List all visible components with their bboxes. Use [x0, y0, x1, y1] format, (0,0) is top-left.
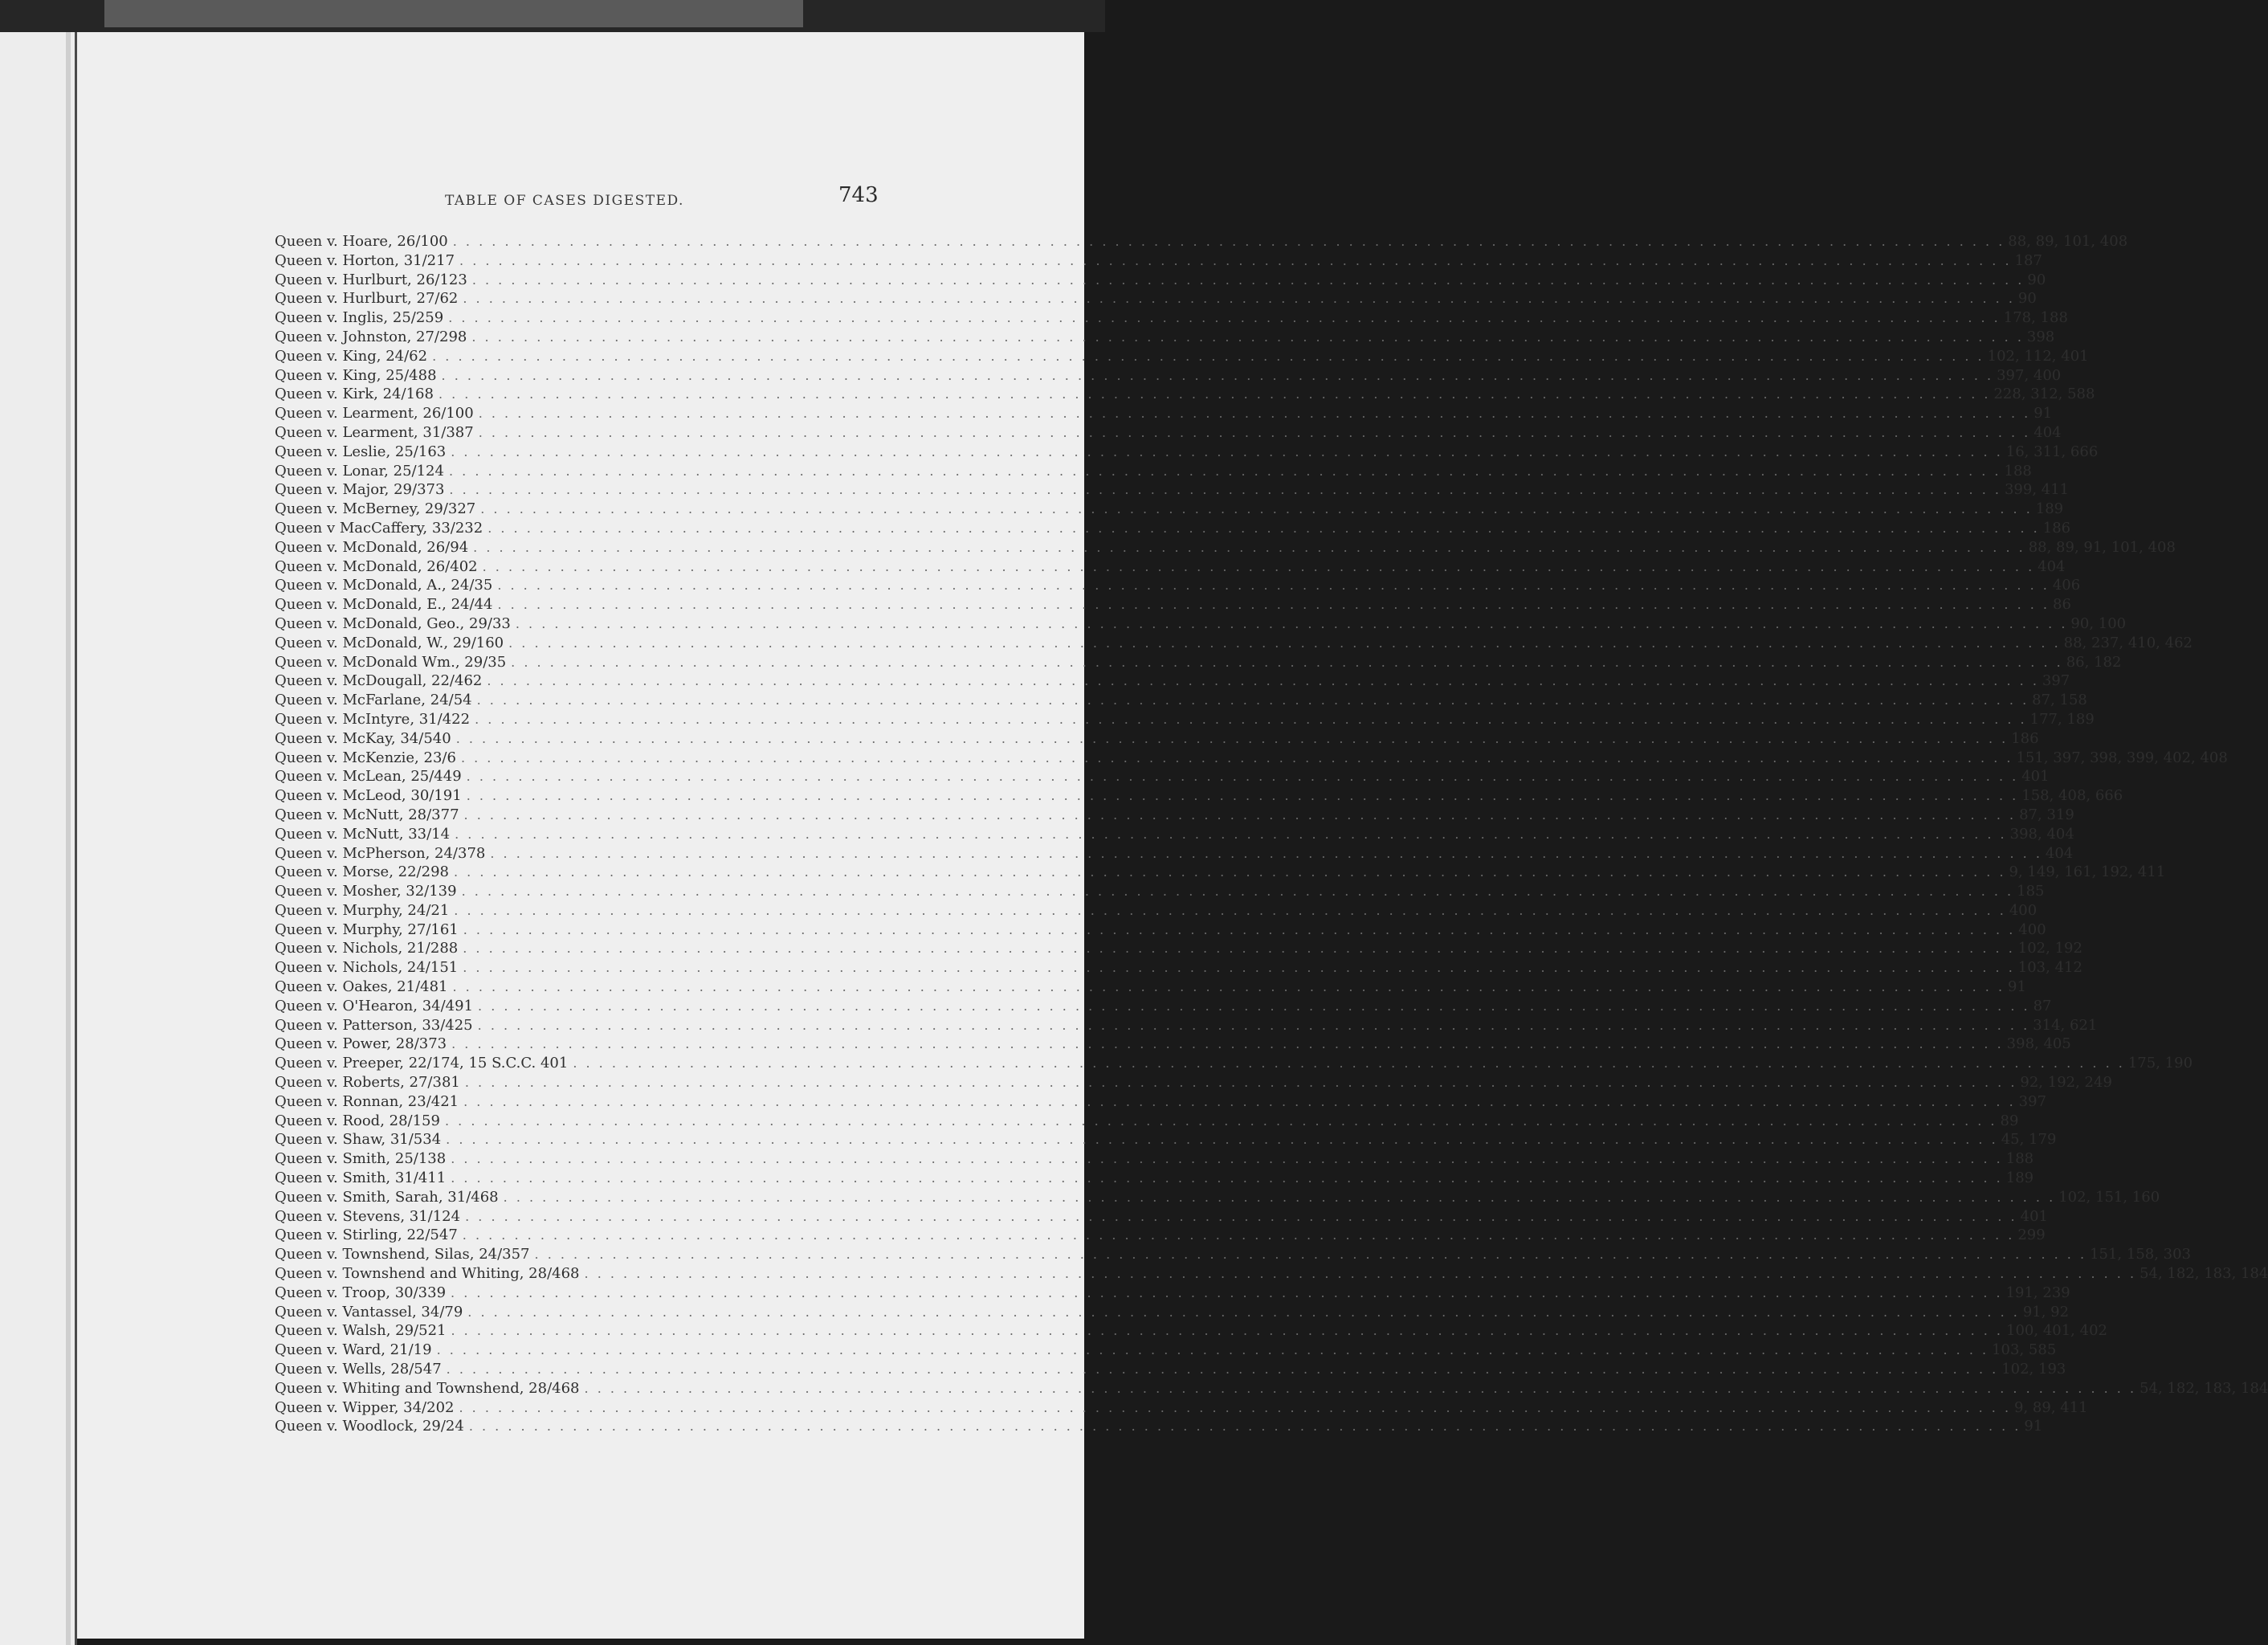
case-name: Queen v. McKay, 34/540	[275, 729, 451, 747]
case-entry	[275, 1379, 2268, 1399]
facing-page-edge	[0, 32, 77, 1645]
case-name: Queen v. McDonald, A., 24/35	[275, 577, 493, 594]
dot-leader: . . . . . . . . . . . . . . . . . . . . . . . . . . . . . . . . . . . . . . . . . . . . . . . . . . . . . . . . . . . . . . . . . . . . . . . . . . . . . . . . . . . . . . . . . . . . . . . . . . . . . . . . . . . . . . . . . . . . . . . .	[480, 501, 2033, 517]
page-references: 88, 89, 101, 408	[2008, 233, 2128, 250]
page-number: 743	[838, 183, 879, 207]
dot-leader: . . . . . . . . . . . . . . . . . . . . . . . . . . . . . . . . . . . . . . . . . . . . . . . . . . . . . . . . . . . . . . . . . . . . . . . . . . . . . . . . . . . . . . . . . . . . . . . . . . . . . . . . . . . . . . . . . . . . . . . .	[451, 443, 2003, 459]
dot-leader: . . . . . . . . . . . . . . . . . . . . . . . . . . . . . . . . . . . . . . . . . . . . . . . . . . . . . . . . . . . . . . . . . . . . . . . . . . . . . . . . . . . . . . . . . . . . . . . . . . . . . . . . . . . . . . . . . . . . . . . .	[490, 845, 2042, 861]
case-name: Queen v. McNutt, 33/14	[275, 825, 451, 843]
case-entry	[275, 462, 2032, 482]
dot-leader: . . . . . . . . . . . . . . . . . . . . . . . . . . . . . . . . . . . . . . . . . . . . . . . . . . . . . . . . . . . . . . . . . . . . . . . . . . . . . . . . . . . . . . . . . . . . . . . . . . . . . . . . . . . . . . . . . . . . . . . .	[463, 960, 2015, 976]
page-header	[77, 183, 1084, 215]
dot-leader: . . . . . . . . . . . . . . . . . . . . . . . . . . . . . . . . . . . . . . . . . . . . . . . . . . . . . . . . . . . . . . . . . . . . . . . . . . . . . . . . . . . . . . . . . . . . . . . . . . . . . . . . . . . . . . . . . . . . . . . .	[446, 1132, 1998, 1148]
page-references: 177, 189	[2029, 710, 2095, 728]
case-name: Queen v. Townshend and Whiting, 28/468	[275, 1265, 580, 1283]
case-name: Queen v. McDougall, 22/462	[275, 672, 483, 690]
case-entry	[275, 1207, 2048, 1227]
page-references: 404	[2038, 557, 2066, 575]
case-entry	[275, 901, 2038, 921]
case-name: Queen v. Hurlburt, 27/62	[275, 290, 459, 308]
dot-leader: . . . . . . . . . . . . . . . . . . . . . . . . . . . . . . . . . . . . . . . . . . . . . . . . . . . . . . . . . . . . . . . . . . . . . . . . . . . . . . . . . . . . . . . . . . . . . . . . . . . . . . . . . . . . . . . . . . . . . . . .	[455, 730, 2009, 746]
case-entry	[275, 1074, 2112, 1093]
dot-leader: . . . . . . . . . . . . . . . . . . . . . . . . . . . . . . . . . . . . . . . . . . . . . . . . . . . . . . . . . . . . . . . . . . . . . . . . . . . . . . . . . . . . . . . . . . . . . . . . . . . . . . . . . . . . . . . . . . . . . . . .	[497, 597, 2050, 613]
case-entry	[275, 959, 2082, 978]
case-entry	[275, 653, 2122, 673]
case-entry	[275, 251, 2042, 271]
page-references: 91	[2008, 978, 2026, 996]
page-references: 406	[2052, 577, 2081, 594]
case-name: Queen v. Learment, 31/387	[275, 423, 474, 441]
case-entry	[275, 233, 2128, 252]
dot-leader: . . . . . . . . . . . . . . . . . . . . . . . . . . . . . . . . . . . . . . . . . . . . . . . . . . . . . . . . . . . . . . . . . . . . . . . . . . . . . . . . . . . . . . . . . . . . . . . . . . . . . . . . . . . . . . . . . . . . . . . .	[461, 884, 2014, 900]
dot-leader: . . . . . . . . . . . . . . . . . . . . . . . . . . . . . . . . . . . . . . . . . . . . . . . . . . . . . . . . . . . . . . . . . . . . . . . . . . . . . . . . . . . . . . . . . . . . . . . . . . . . . . . . . . . . . . . . . . . . . . . .	[432, 348, 1984, 364]
case-name: Queen v. Mosher, 32/139	[275, 883, 457, 900]
case-name: Queen v. McKenzie, 23/6	[275, 749, 456, 766]
case-name: Queen v. Walsh, 29/521	[275, 1322, 447, 1340]
dot-leader: . . . . . . . . . . . . . . . . . . . . . . . . . . . . . . . . . . . . . . . . . . . . . . . . . . . . . . . . . . . . . . . . . . . . . . . . . . . . . . . . . . . . . . . . . . . . . . . . . . . . . . . . . . . . . . . . . . . . . . . .	[476, 692, 2029, 708]
case-entry	[275, 1169, 2034, 1189]
case-entry	[275, 729, 2039, 749]
page-references: 401	[2021, 768, 2050, 786]
case-entry	[275, 997, 2052, 1017]
page-references: 151, 397, 398, 399, 402, 408	[2016, 749, 2228, 766]
case-name: Queen v. O'Hearon, 34/491	[275, 997, 474, 1014]
case-name: Queen v. Johnston, 27/298	[275, 328, 467, 345]
dot-leader: . . . . . . . . . . . . . . . . . . . . . . . . . . . . . . . . . . . . . . . . . . . . . . . . . . . . . . . . . . . . . . . . . . . . . . . . . . . . . . . . . . . . . . . . . . . . . . . . . . . . . . . . . . . . . . . . . . . . . . . .	[451, 1036, 2004, 1052]
case-entry	[275, 844, 2074, 864]
page-references: 398, 404	[2009, 825, 2074, 843]
page-references: 397	[2042, 672, 2070, 690]
page-references: 88, 89, 91, 101, 408	[2028, 538, 2176, 556]
case-entry	[275, 1265, 2268, 1284]
page-references: 92, 192, 249	[2020, 1074, 2112, 1092]
case-entry	[275, 1398, 2088, 1418]
case-name: Queen v. Stirling, 22/547	[275, 1227, 458, 1244]
dot-leader: . . . . . . . . . . . . . . . . . . . . . . . . . . . . . . . . . . . . . . . . . . . . . . . . . . . . . . . . . . . . . . . . . . . . . . . . . . . . . . . . . . . . . . . . . . . . . . . . . . . . . . . . . . . . . . . . . . . . . . . .	[451, 1284, 2003, 1300]
dot-leader: . . . . . . . . . . . . . . . . . . . . . . . . . . . . . . . . . . . . . . . . . . . . . . . . . . . . . . . . . . . . . . . . . . . . . . . . . . . . . . . . . . . . . . . . . . . . . . . . . . . . . . . . . . . . . . . . . . . . . . . .	[438, 386, 1991, 402]
case-entry	[275, 443, 2099, 463]
case-entry	[275, 1092, 2047, 1112]
page-references: 188	[2005, 1150, 2034, 1168]
page-references: 398	[2026, 328, 2055, 345]
page-references: 186	[2042, 519, 2071, 537]
case-name: Queen v. King, 24/62	[275, 347, 428, 365]
case-name: Queen v. McDonald Wm., 29/35	[275, 653, 507, 671]
case-entry	[275, 672, 2070, 692]
case-name: Queen v. Nichols, 24/151	[275, 959, 459, 977]
dot-leader: . . . . . . . . . . . . . . . . . . . . . . . . . . . . . . . . . . . . . . . . . . . . . . . . . . . . . . . . . . . . . . . . . . . . . . . . . . . . . . . . . . . . . . . . . . . . . . . . . . . . . . . . . . . . . . . . . . . . . . . .	[463, 1093, 2016, 1109]
dot-leader: . . . . . . . . . . . . . . . . . . . . . . . . . . . . . . . . . . . . . . . . . . . . . . . . . . . . . . . . . . . . . . . . . . . . . . . . . . . . . . . . . . . . . . . . . . . . . . . . . . . . . . . . . . . . . . . . . . . . . . . .	[451, 1323, 2004, 1339]
dot-leader: . . . . . . . . . . . . . . . . . . . . . . . . . . . . . . . . . . . . . . . . . . . . . . . . . . . . . . . . . . . . . . . . . . . . . . . . . . . . . . . . . . . . . . . . . . . . . . . . . . . . . . . . . . . . . . . . . . . . . . . .	[515, 615, 2068, 631]
case-name: Queen v. Lonar, 25/124	[275, 462, 444, 480]
page-references: 54, 182, 183, 184	[2140, 1379, 2268, 1397]
dot-leader: . . . . . . . . . . . . . . . . . . . . . . . . . . . . . . . . . . . . . . . . . . . . . . . . . . . . . . . . . . . . . . . . . . . . . . . . . . . . . . . . . . . . . . . . . . . . . . . . . . . . . . . . . . . . . . . . . . . . . . . .	[466, 788, 2019, 804]
page-references: 189	[2005, 1169, 2034, 1187]
case-name: Queen v. Hoare, 26/100	[275, 233, 448, 250]
case-entry	[275, 405, 2053, 424]
case-name: Queen v. McIntyre, 31/422	[275, 710, 471, 728]
case-entry	[275, 1035, 2071, 1055]
page-references: 399, 411	[2004, 481, 2070, 499]
dot-leader: . . . . . . . . . . . . . . . . . . . . . . . . . . . . . . . . . . . . . . . . . . . . . . . . . . . . . . . . . . . . . . . . . . . . . . . . . . . . . . . . . . . . . . . . . . . . . . . . . . . . . . . . . . . . . . . . . . . . . . . .	[463, 921, 2016, 937]
page-references: 175, 190	[2127, 1055, 2193, 1072]
case-entry	[275, 978, 2026, 998]
case-name: Queen v. Woodlock, 29/24	[275, 1418, 464, 1435]
dot-leader: . . . . . . . . . . . . . . . . . . . . . . . . . . . . . . . . . . . . . . . . . . . . . . . . . . . . . . . . . . . . . . . . . . . . . . . . . . . . . . . . . . . . . . . . . . . . . . . . . . . . . . . . . . . . . . . . . . . . . . . .	[454, 902, 2006, 918]
case-name: Queen v. Murphy, 27/161	[275, 920, 459, 938]
page-references: 191, 239	[2005, 1284, 2070, 1301]
case-entry	[275, 768, 2050, 787]
dot-leader: . . . . . . . . . . . . . . . . . . . . . . . . . . . . . . . . . . . . . . . . . . . . . . . . . . . . . . . . . . . . . . . . . . . . . . . . . . . . . . . . . . . . . . . . . . . . . . . . . . . . . . . . . . . . . . . . . . . . . . . .	[459, 252, 2012, 268]
page-references: 187	[2014, 251, 2042, 269]
case-name: Queen v. McPherson, 24/378	[275, 844, 486, 862]
page-references: 400	[2018, 920, 2046, 938]
case-name: Queen v. McLean, 25/449	[275, 768, 462, 786]
case-name: Queen v. McDonald, E., 24/44	[275, 596, 493, 614]
case-name: Queen v. McDonald, 26/94	[275, 538, 469, 556]
page-references: 91	[2033, 405, 2053, 422]
case-entry	[275, 1361, 2066, 1380]
page-references: 102, 193	[2001, 1361, 2066, 1378]
case-name: Queen v. Stevens, 31/124	[275, 1207, 461, 1225]
case-name: Queen v. Preeper, 22/174, 15 S.C.C. 401	[275, 1055, 569, 1072]
dot-leader: . . . . . . . . . . . . . . . . . . . . . . . . . . . . . . . . . . . . . . . . . . . . . . . . . . . . . . . . . . . . . . . . . . . . . . . . . . . . . . . . . . . . . . . . . . . . . . . . . . . . . . . . . . . . . . . . . . . . . . . .	[478, 998, 2030, 1014]
case-name: Queen v. Morse, 22/298	[275, 863, 449, 881]
dot-leader: . . . . . . . . . . . . . . . . . . . . . . . . . . . . . . . . . . . . . . . . . . . . . . . . . . . . . . . . . . . . . . . . . . . . . . . . . . . . . . . . . . . . . . . . . . . . . . . . . . . . . . . . . . . . . . . . . . . . . . . .	[511, 654, 2063, 670]
case-name: Queen v. McDonald, Geo., 29/33	[275, 614, 511, 632]
case-name: Queen v. McFarlane, 24/54	[275, 692, 472, 709]
page-references: 54, 182, 183, 184	[2140, 1265, 2268, 1283]
case-entry	[275, 1246, 2192, 1265]
case-entry	[275, 557, 2066, 578]
dot-leader: . . . . . . . . . . . . . . . . . . . . . . . . . . . . . . . . . . . . . . . . . . . . . . . . . . . . . . . . . . . . . . . . . . . . . . . . . . . . . . . . . . . . . . . . . . . . . . . . . . . . . . . . . . . . . . . . . . . . . . . .	[449, 482, 2001, 498]
page-references: 9, 89, 411	[2014, 1398, 2088, 1416]
case-entry	[275, 1131, 2057, 1150]
case-name: Queen v. Troop, 30/339	[275, 1284, 447, 1301]
page-references: 103, 412	[2017, 959, 2082, 977]
page-references: 100, 401, 402	[2006, 1322, 2107, 1340]
case-entry	[275, 519, 2071, 539]
page-references: 400	[2009, 901, 2038, 919]
case-name: Queen v. Smith, 31/411	[275, 1169, 447, 1187]
dot-leader: . . . . . . . . . . . . . . . . . . . . . . . . . . . . . . . . . . . . . . . . . . . . . . . . . . . . . . . . . . . . . . . . . . . . . . . . . . . . . . . . . . . . . . . . . . . . . . . . . . . . . . . . . . . . . . . . . . . . . . . .	[468, 1418, 2021, 1435]
case-entry	[275, 309, 2068, 329]
dot-leader: . . . . . . . . . . . . . . . . . . . . . . . . . . . . . . . . . . . . . . . . . . . . . . . . . . . . . . . . . . . . . . . . . . . . . . . . . . . . . . . . . . . . . . . . . . . . . . . . . . . . . . . . . . . . . . . . . . . . . . . .	[482, 558, 2035, 574]
dot-leader: . . . . . . . . . . . . . . . . . . . . . . . . . . . . . . . . . . . . . . . . . . . . . . . . . . . . . . . . . . . . . . . . . . . . . . . . . . . . . . . . . . . . . . . . . . . . . . . . . . . . . . . . . . . . . . . . . . . . . . . .	[455, 826, 2007, 842]
dot-leader: . . . . . . . . . . . . . . . . . . . . . . . . . . . . . . . . . . . . . . . . . . . . . . . . . . . . . . . . . . . . . . . . . . . . . . . . . . . . . . . . . . . . . . . . . . . . . . . . . . . . . . . . . . . . . . . . . . . . . . . .	[446, 1361, 1999, 1378]
case-entry	[275, 271, 2046, 291]
dot-leader: . . . . . . . . . . . . . . . . . . . . . . . . . . . . . . . . . . . . . . . . . . . . . . . . . . . . . . . . . . . . . . . . . . . . . . . . . . . . . . . . . . . . . . . . . . . . . . . . . . . . . . . . . . . . . . . . . . . . . . . .	[444, 1112, 1997, 1129]
page-references: 401	[2020, 1207, 2048, 1225]
dot-leader: . . . . . . . . . . . . . . . . . . . . . . . . . . . . . . . . . . . . . . . . . . . . . . . . . . . . . . . . . . . . . . . . . . . . . . . . . . . . . . . . . . . . . . . . . . . . . . . . . . . . . . . . . . . . . . . . . . . . . . . .	[459, 1399, 2012, 1415]
dot-leader: . . . . . . . . . . . . . . . . . . . . . . . . . . . . . . . . . . . . . . . . . . . . . . . . . . . . . . . . . . . . . . . . . . . . . . . . . . . . . . . . . . . . . . . . . . . . . . . . . . . . . . . . . . . . . . . . . . . . . . . .	[448, 310, 2001, 326]
page-references: 299	[2017, 1227, 2046, 1244]
page-references: 158, 408, 666	[2021, 787, 2123, 805]
dot-leader: . . . . . . . . . . . . . . . . . . . . . . . . . . . . . . . . . . . . . . . . . . . . . . . . . . . . . . . . . . . . . . . . . . . . . . . . . . . . . . . . . . . . . . . . . . . . . . . . . . . . . . . . . . . . . . . . . . . . . . . .	[452, 979, 2005, 995]
dot-leader: . . . . . . . . . . . . . . . . . . . . . . . . . . . . . . . . . . . . . . . . . . . . . . . . . . . . . . . . . . . . . . . . . . . . . . . . . . . . . . . . . . . . . . . . . . . . . . . . . . . . . . . . . . . . . . . . . . . . . . . .	[478, 424, 2031, 440]
case-entry	[275, 692, 2087, 711]
page-references: 314, 621	[2033, 1016, 2098, 1034]
case-entry	[275, 577, 2081, 596]
dot-leader: . . . . . . . . . . . . . . . . . . . . . . . . . . . . . . . . . . . . . . . . . . . . . . . . . . . . . . . . . . . . . . . . . . . . . . . . . . . . . . . . . . . . . . . . . . . . . . . . . . . . . . . . . . . . . . . . . . . . . . . .	[487, 673, 2039, 689]
dot-leader: . . . . . . . . . . . . . . . . . . . . . . . . . . . . . . . . . . . . . . . . . . . . . . . . . . . . . . . . . . . . . . . . . . . . . . . . . . . . . . . . . . . . . . . . . . . . . . . . . . . . . . . . . . . . . . . . . . . . . . . .	[441, 367, 1994, 383]
dot-leader: . . . . . . . . . . . . . . . . . . . . . . . . . . . . . . . . . . . . . . . . . . . . . . . . . . . . . . . . . . . . . . . . . . . . . . . . . . . . . . . . . . . . . . . . . . . . . . . . . . . . . . . . . . . . . . . . . . . . . . . .	[478, 406, 2031, 422]
case-entry	[275, 920, 2046, 941]
page-references: 16, 311, 666	[2005, 443, 2099, 460]
page-references: 188	[2004, 462, 2032, 480]
case-name: Queen v. McBerney, 29/327	[275, 500, 476, 518]
page-references: 91, 92	[2022, 1303, 2070, 1320]
page-references: 89	[2000, 1112, 2019, 1129]
case-entry	[275, 1227, 2046, 1246]
dot-leader: . . . . . . . . . . . . . . . . . . . . . . . . . . . . . . . . . . . . . . . . . . . . . . . . . . . . . . . . . . . . . . . . . . . . . . . . . . . . . . . . . . . . . . . . . . . . . . . . . . . . . . . . . . . . . . . . . . . . . . . .	[473, 539, 2025, 555]
page-references: 87	[2033, 997, 2052, 1014]
page-references: 398, 405	[2006, 1035, 2071, 1053]
case-name: Queen v. Patterson, 33/425	[275, 1016, 473, 1034]
case-entry	[275, 1112, 2019, 1132]
case-name: Queen v. Horton, 31/217	[275, 251, 455, 269]
dot-leader: . . . . . . . . . . . . . . . . . . . . . . . . . . . . . . . . . . . . . . . . . . . . . . . . . . . . . . . . . . . . . . . . . . . . . . . . . . . . . . . . . . . . . . . . . . . . . . . . . . . . . . . . . . . . . . . . . . . . . . . .	[534, 1247, 2087, 1263]
case-entry	[275, 749, 2228, 769]
case-name: Queen v. Shaw, 31/534	[275, 1131, 442, 1149]
page-references: 186	[2011, 729, 2039, 747]
dot-leader: . . . . . . . . . . . . . . . . . . . . . . . . . . . . . . . . . . . . . . . . . . . . . . . . . . . . . . . . . . . . . . . . . . . . . . . . . . . . . . . . . . . . . . . . . . . . . . . . . . . . . . . . . . . . . . . . . . . . . . . .	[508, 635, 2061, 651]
case-name: Queen v. Kirk, 24/168	[275, 386, 434, 403]
case-entry	[275, 787, 2123, 806]
case-name: Queen v. King, 25/488	[275, 366, 437, 384]
dot-leader: . . . . . . . . . . . . . . . . . . . . . . . . . . . . . . . . . . . . . . . . . . . . . . . . . . . . . . . . . . . . . . . . . . . . . . . . . . . . . . . . . . . . . . . . . . . . . . . . . . . . . . . . . . . . . . . . . . . . . . . .	[453, 864, 2006, 880]
running-title: TABLE OF CASES DIGESTED.	[445, 193, 684, 209]
page-references: 86	[2053, 596, 2071, 614]
case-name: Queen v. Vantassel, 34/79	[275, 1303, 463, 1320]
case-entry	[275, 1055, 2193, 1074]
page-references: 404	[2045, 844, 2074, 862]
page-references: 185	[2017, 883, 2045, 900]
case-entry	[275, 1284, 2070, 1304]
case-name: Queen v. Inglis, 25/259	[275, 309, 444, 327]
page-references: 103, 585	[1992, 1341, 2057, 1359]
page-references: 90	[2017, 290, 2037, 308]
case-entry	[275, 347, 2089, 367]
case-name: Queen v MacCaffery, 33/232	[275, 519, 483, 537]
dot-leader: . . . . . . . . . . . . . . . . . . . . . . . . . . . . . . . . . . . . . . . . . . . . . . . . . . . . . . . . . . . . . . . . . . . . . . . . . . . . . . . . . . . . . . . . . . . . . . . . . . . . . . . . . . . . . . . . . . . . . . . .	[451, 1170, 2003, 1186]
case-name: Queen v. Oakes, 21/481	[275, 978, 448, 996]
dot-leader: . . . . . . . . . . . . . . . . . . . . . . . . . . . . . . . . . . . . . . . . . . . . . . . . . . . . . . . . . . . . . . . . . . . . . . . . . . . . . . . . . . . . . . . . . . . . . . . . . . . . . . . . . . . . . . . . . . . . . . . .	[487, 520, 2040, 536]
dot-leader: . . . . . . . . . . . . . . . . . . . . . . . . . . . . . . . . . . . . . . . . . . . . . . . . . . . . . . . . . . . . . . . . . . . . . . . . . . . . . . . . . . . . . . . . . . . . . . . . . . . . . . . . . . . . . . . . . . . . . . . .	[477, 1017, 2030, 1033]
page-references: 178, 188	[2003, 309, 2068, 327]
page-references: 397, 400	[1997, 366, 2062, 384]
book-page	[77, 32, 2268, 1639]
case-entry	[275, 1303, 2070, 1323]
case-name: Queen v. Whiting and Townshend, 28/468	[275, 1379, 580, 1397]
dot-leader: . . . . . . . . . . . . . . . . . . . . . . . . . . . . . . . . . . . . . . . . . . . . . . . . . . . . . . . . . . . . . . . . . . . . . . . . . . . . . . . . . . . . . . . . . . . . . . . . . . . . . . . . . . . . . . . . . . . . . . . .	[460, 749, 2013, 765]
scan-top-border	[0, 0, 1105, 32]
page-references: 86, 182	[2066, 653, 2122, 671]
case-name: Queen v. Leslie, 25/163	[275, 443, 447, 460]
case-name: Queen v. McNutt, 28/377	[275, 806, 459, 823]
case-entry	[275, 1418, 2043, 1437]
case-entry	[275, 883, 2045, 902]
dot-leader: . . . . . . . . . . . . . . . . . . . . . . . . . . . . . . . . . . . . . . . . . . . . . . . . . . . . . . . . . . . . . . . . . . . . . . . . . . . . . . . . . . . . . . . . . . . . . . . . . . . . . . . . . . . . . . . . . . . . . . . .	[448, 463, 2001, 479]
dot-leader: . . . . . . . . . . . . . . . . . . . . . . . . . . . . . . . . . . . . . . . . . . . . . . . . . . . . . . . . . . . . . . . . . . . . . . . . . . . . . . . . . . . . . . . . . . . . . . . . . . . . . . . . . . . . . . . . . . . . . . . .	[471, 329, 2024, 345]
dot-leader: . . . . . . . . . . . . . . . . . . . . . . . . . . . . . . . . . . . . . . . . . . . . . . . . . . . . . . . . . . . . . . . . . . . . . . . . . . . . . . . . . . . . . . . . . . . . . . . . . . . . . . . . . . . . . . . . . . . . . . . .	[464, 1075, 2017, 1091]
case-name: Queen v. Power, 28/373	[275, 1035, 447, 1053]
binding-fold	[66, 32, 71, 1645]
dot-leader: . . . . . . . . . . . . . . . . . . . . . . . . . . . . . . . . . . . . . . . . . . . . . . . . . . . . . . . . . . . . . . . . . . . . . . . . . . . . . . . . . . . . . . . . . . . . . . . . . . . . . . . . . . . . . . . . . . . . . . . .	[452, 234, 2005, 249]
case-entry	[275, 940, 2082, 959]
case-entry	[275, 290, 2037, 309]
page-references: 228, 312, 588	[1993, 386, 2095, 403]
case-name: Queen v. Murphy, 24/21	[275, 901, 450, 919]
case-entry	[275, 328, 2055, 348]
case-entry	[275, 366, 2062, 386]
case-entry	[275, 863, 2166, 883]
page-references: 102, 151, 160	[2058, 1188, 2160, 1206]
case-name: Queen v. Nichols, 21/288	[275, 940, 459, 957]
case-entry	[275, 825, 2074, 845]
case-name: Queen v. Wells, 28/547	[275, 1361, 442, 1378]
case-entry	[275, 1188, 2160, 1208]
scan-shadow	[104, 0, 803, 27]
case-name: Queen v. Smith, Sarah, 31/468	[275, 1188, 499, 1206]
page-references: 88, 237, 410, 462	[2063, 634, 2193, 651]
case-name: Queen v. Smith, 25/138	[275, 1150, 447, 1168]
page-references: 189	[2035, 500, 2064, 518]
dot-leader: . . . . . . . . . . . . . . . . . . . . . . . . . . . . . . . . . . . . . . . . . . . . . . . . . . . . . . . . . . . . . . . . . . . . . . . . . . . . . . . . . . . . . . . . . . . . . . . . . . . . . . . . . . . . . . . . . . . . . . . .	[497, 578, 2050, 594]
case-entry	[275, 1322, 2107, 1341]
case-name: Queen v. McDonald, 26/402	[275, 557, 478, 575]
case-name: Queen v. Hurlburt, 26/123	[275, 271, 467, 288]
dot-leader: . . . . . . . . . . . . . . . . . . . . . . . . . . . . . . . . . . . . . . . . . . . . . . . . . . . . . . . . . . . . . . . . . . . . . . . . . . . . . . . . . . . . . . . . . . . . . . . . . . . . . . . . . . . . . . . . . . . . . . . .	[451, 1151, 2003, 1167]
case-entry	[275, 1150, 2034, 1169]
case-name: Queen v. Major, 29/373	[275, 481, 445, 499]
case-entry	[275, 806, 2074, 826]
dot-leader: . . . . . . . . . . . . . . . . . . . . . . . . . . . . . . . . . . . . . . . . . . . . . . . . . . . . . . . . . . . . . . . . . . . . . . . . . . . . . . . . . . . . . . . . . . . . . . . . . . . . . . . . . . . . . . . . . . . . . . . .	[471, 271, 2025, 288]
dot-leader: . . . . . . . . . . . . . . . . . . . . . . . . . . . . . . . . . . . . . . . . . . . . . . . . . . . . . . . . . . . . . . . . . . . . . . . . . . . . . . . . . . . . . . . . . . . . . . . . . . . . . . . . . . . . . . . . . . . . . . . .	[467, 1304, 2020, 1320]
case-name: Queen v. Ronnan, 23/421	[275, 1092, 459, 1110]
page-references: 90, 100	[2070, 614, 2127, 632]
case-name: Queen v. Townshend, Silas, 24/357	[275, 1246, 530, 1263]
dot-leader: . . . . . . . . . . . . . . . . . . . . . . . . . . . . . . . . . . . . . . . . . . . . . . . . . . . . . . . . . . . . . . . . . . . . . . . . . . . . . . . . . . . . . . . . . . . . . . . . . . . . . . . . . . . . . . . . . . . . . . . .	[503, 1189, 2056, 1205]
case-entry	[275, 423, 2062, 443]
page-references: 151, 158, 303	[2090, 1246, 2192, 1263]
case-name: Queen v. Learment, 26/100	[275, 405, 474, 422]
dot-leader: . . . . . . . . . . . . . . . . . . . . . . . . . . . . . . . . . . . . . . . . . . . . . . . . . . . . . . . . . . . . . . . . . . . . . . . . . . . . . . . . . . . . . . . . . . . . . . . . . . . . . . . . . . . . . . . . . . . . . . . .	[465, 1208, 2017, 1224]
dot-leader: . . . . . . . . . . . . . . . . . . . . . . . . . . . . . . . . . . . . . . . . . . . . . . . . . . . . . . . . . . . . . . . . . . . . . . . . . . . . . . . . . . . . . . . . . . . . . . . . . . . . . . . . . . . . . . . . . . . . . . . .	[584, 1266, 2137, 1282]
page-references: 87, 319	[2019, 806, 2074, 823]
case-entry	[275, 386, 2095, 405]
case-name: Queen v. Rood, 28/159	[275, 1112, 440, 1129]
case-name: Queen v. Ward, 21/19	[275, 1341, 432, 1359]
page-references: 102, 112, 401	[1987, 347, 2089, 365]
case-entry	[275, 481, 2070, 500]
dot-leader: . . . . . . . . . . . . . . . . . . . . . . . . . . . . . . . . . . . . . . . . . . . . . . . . . . . . . . . . . . . . . . . . . . . . . . . . . . . . . . . . . . . . . . . . . . . . . . . . . . . . . . . . . . . . . . . . . . . . . . . .	[573, 1055, 2125, 1071]
case-table	[275, 233, 2268, 1437]
dot-leader: . . . . . . . . . . . . . . . . . . . . . . . . . . . . . . . . . . . . . . . . . . . . . . . . . . . . . . . . . . . . . . . . . . . . . . . . . . . . . . . . . . . . . . . . . . . . . . . . . . . . . . . . . . . . . . . . . . . . . . . .	[463, 806, 2017, 822]
dot-leader: . . . . . . . . . . . . . . . . . . . . . . . . . . . . . . . . . . . . . . . . . . . . . . . . . . . . . . . . . . . . . . . . . . . . . . . . . . . . . . . . . . . . . . . . . . . . . . . . . . . . . . . . . . . . . . . . . . . . . . . .	[466, 769, 2019, 785]
dot-leader: . . . . . . . . . . . . . . . . . . . . . . . . . . . . . . . . . . . . . . . . . . . . . . . . . . . . . . . . . . . . . . . . . . . . . . . . . . . . . . . . . . . . . . . . . . . . . . . . . . . . . . . . . . . . . . . . . . . . . . . .	[436, 1342, 1989, 1358]
case-entry	[275, 500, 2064, 520]
case-entry	[275, 538, 2176, 558]
case-entry	[275, 634, 2193, 654]
case-name: Queen v. McLeod, 30/191	[275, 787, 462, 805]
page-references: 90	[2027, 271, 2046, 288]
page-references: 9, 149, 161, 192, 411	[2009, 863, 2166, 881]
dot-leader: . . . . . . . . . . . . . . . . . . . . . . . . . . . . . . . . . . . . . . . . . . . . . . . . . . . . . . . . . . . . . . . . . . . . . . . . . . . . . . . . . . . . . . . . . . . . . . . . . . . . . . . . . . . . . . . . . . . . . . . .	[463, 941, 2015, 957]
case-name: Queen v. McDonald, W., 29/160	[275, 634, 504, 651]
case-entry	[275, 596, 2071, 615]
page-references: 404	[2033, 423, 2062, 441]
page-references: 91	[2024, 1418, 2043, 1435]
page-references: 397	[2018, 1092, 2047, 1110]
dot-leader: . . . . . . . . . . . . . . . . . . . . . . . . . . . . . . . . . . . . . . . . . . . . . . . . . . . . . . . . . . . . . . . . . . . . . . . . . . . . . . . . . . . . . . . . . . . . . . . . . . . . . . . . . . . . . . . . . . . . . . . .	[584, 1380, 2137, 1396]
page-references: 45, 179	[2001, 1131, 2057, 1149]
dot-leader: . . . . . . . . . . . . . . . . . . . . . . . . . . . . . . . . . . . . . . . . . . . . . . . . . . . . . . . . . . . . . . . . . . . . . . . . . . . . . . . . . . . . . . . . . . . . . . . . . . . . . . . . . . . . . . . . . . . . . . . .	[463, 291, 2015, 307]
page-references: 102, 192	[2017, 940, 2082, 957]
dot-leader: . . . . . . . . . . . . . . . . . . . . . . . . . . . . . . . . . . . . . . . . . . . . . . . . . . . . . . . . . . . . . . . . . . . . . . . . . . . . . . . . . . . . . . . . . . . . . . . . . . . . . . . . . . . . . . . . . . . . . . . .	[475, 711, 2027, 727]
dot-leader: . . . . . . . . . . . . . . . . . . . . . . . . . . . . . . . . . . . . . . . . . . . . . . . . . . . . . . . . . . . . . . . . . . . . . . . . . . . . . . . . . . . . . . . . . . . . . . . . . . . . . . . . . . . . . . . . . . . . . . . .	[462, 1227, 2015, 1243]
page-references: 87, 158	[2032, 692, 2087, 709]
case-name: Queen v. Roberts, 27/381	[275, 1074, 460, 1092]
case-entry	[275, 1016, 2098, 1036]
case-name: Queen v. Wipper, 34/202	[275, 1398, 455, 1416]
case-entry	[275, 710, 2095, 730]
case-entry	[275, 1341, 2057, 1361]
case-entry	[275, 614, 2127, 635]
